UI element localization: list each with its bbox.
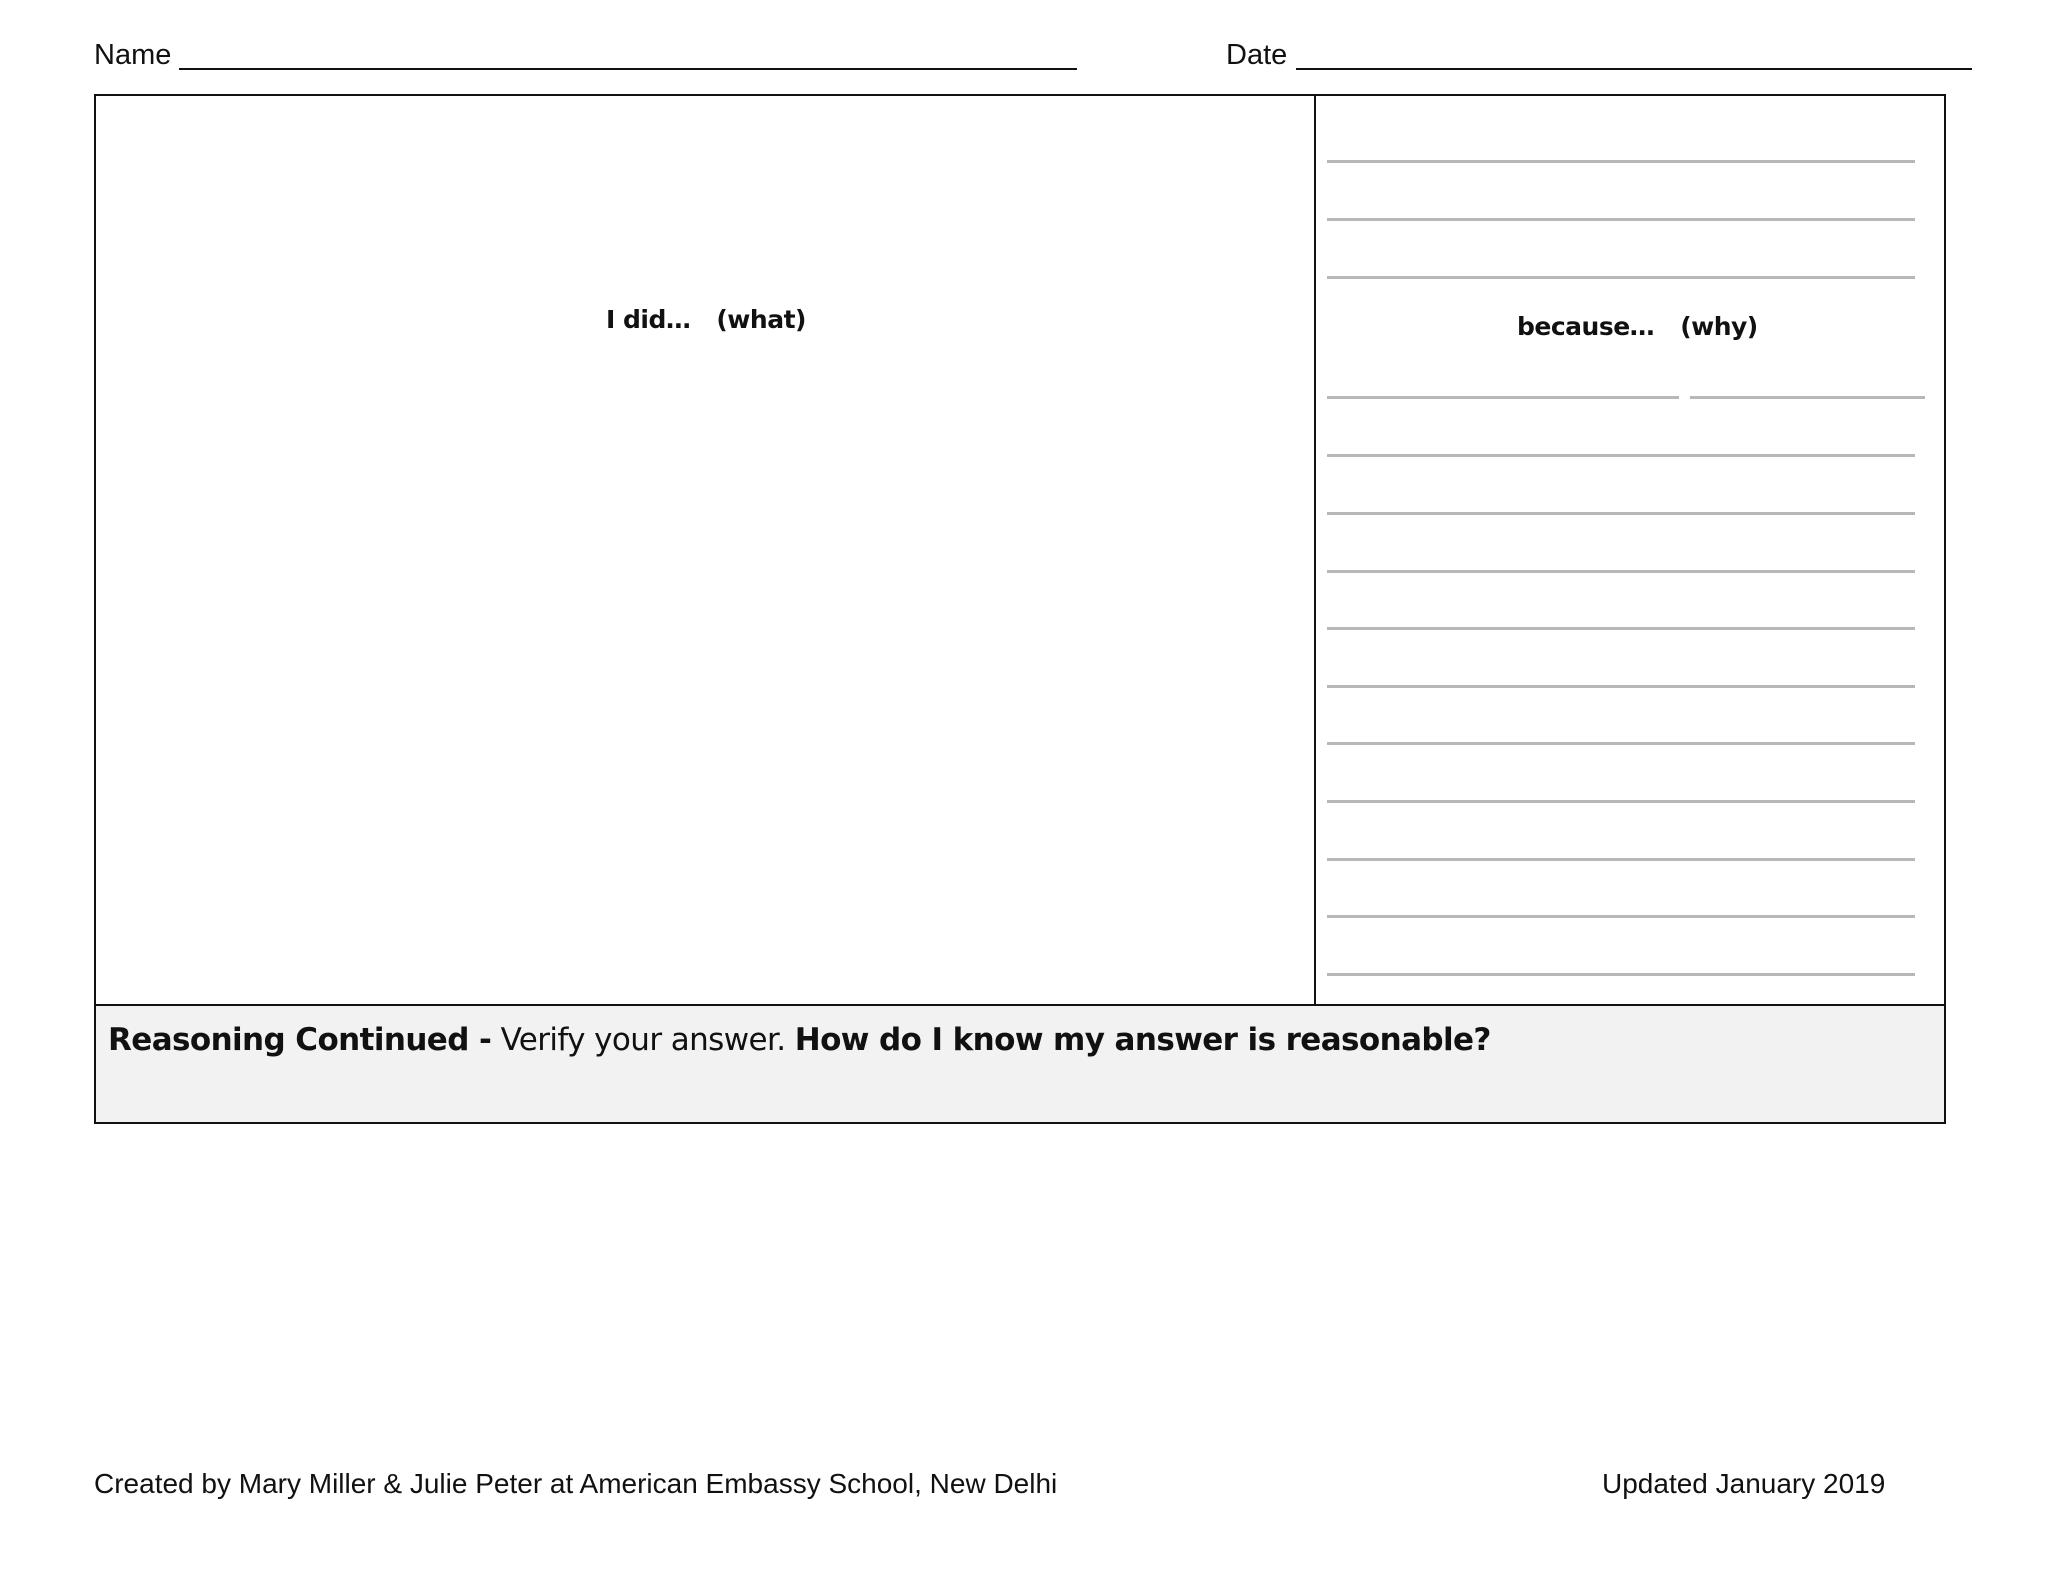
writing-line[interactable] [1690,396,1925,399]
name-label: Name [94,39,172,71]
why-prompt-main: because… [1517,312,1655,341]
writing-line[interactable] [1327,973,1915,976]
writing-line[interactable] [1327,512,1915,515]
name-field[interactable] [179,68,1077,70]
writing-line[interactable] [1327,858,1915,861]
column-divider [1314,94,1316,1006]
work-area[interactable] [96,96,1312,1002]
footer-updated: Updated January 2019 [1602,1468,1886,1499]
reasoning-question: How do I know my answer is reasonable? [794,1022,1491,1058]
date-field[interactable] [1296,68,1972,70]
writing-line[interactable] [1327,396,1679,399]
writing-line[interactable] [1327,915,1915,918]
writing-line[interactable] [1327,276,1915,279]
reasoning-prompt [108,1022,1491,1058]
what-prompt-hint: (what) [716,305,806,334]
why-prompt [1517,312,1758,341]
reasoning-title: Reasoning Continued - [108,1022,492,1058]
writing-line[interactable] [1327,800,1915,803]
writing-line[interactable] [1327,218,1915,221]
why-prompt-hint: (why) [1680,312,1758,341]
footer-credit: Created by Mary Miller & Julie Peter at American Embassy School, New Delhi [94,1468,1058,1499]
writing-line[interactable] [1327,742,1915,745]
writing-line[interactable] [1327,454,1915,457]
what-prompt-main: I did… [606,305,691,334]
date-label: Date [1226,39,1288,71]
writing-line[interactable] [1327,627,1915,630]
writing-line[interactable] [1327,570,1915,573]
reasoning-instruction: Verify your answer. [500,1022,786,1058]
writing-line[interactable] [1327,685,1915,688]
writing-line[interactable] [1327,160,1915,163]
what-prompt [606,305,806,334]
